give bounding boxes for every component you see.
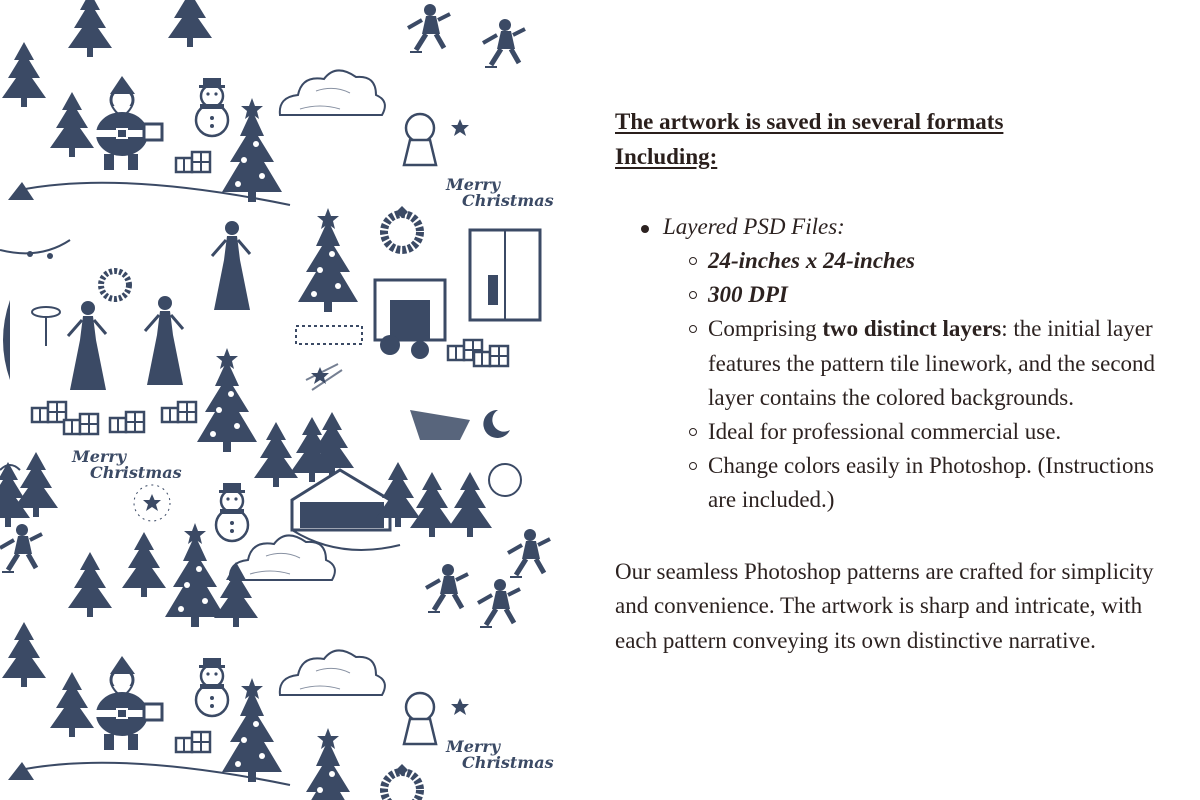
colors-item: Change colors easily in Photoshop. (Instructions are included.) xyxy=(708,449,1175,517)
svg-text:Merry: Merry xyxy=(446,175,501,194)
pattern-illustration xyxy=(0,0,554,800)
product-description xyxy=(615,104,1175,658)
heading-line-1: The artwork is saved in several formats xyxy=(615,109,1004,134)
size-item: 24-inches x 24-inches xyxy=(708,244,1175,278)
dpi-item: 300 DPI xyxy=(708,278,1175,312)
heading-line-2: Including: xyxy=(615,144,718,169)
svg-text:Christmas: Christmas xyxy=(462,753,554,772)
formats-list xyxy=(615,210,1175,518)
layers-suffix: : the initial layer features the pattern tile linework, and the second layer contains the colored backgrounds. xyxy=(708,316,1156,410)
commercial-item: Ideal for professional commercial use. xyxy=(708,415,1175,449)
christmas-toile-pattern xyxy=(0,0,554,800)
formats-heading xyxy=(615,104,1175,174)
description-paragraph: Our seamless Photoshop patterns are crafted for simplicity and convenience. The artwork is sharp and intricate, with each pattern conveying its own distinctive narrative. xyxy=(615,558,1154,653)
svg-text:Merry: Merry xyxy=(72,447,127,466)
psd-files-item xyxy=(615,210,1175,518)
svg-text:Christmas: Christmas xyxy=(90,463,182,482)
svg-text:Merry: Merry xyxy=(446,737,501,756)
psd-details-list xyxy=(663,244,1175,518)
psd-files-title: Layered PSD Files: xyxy=(663,214,845,239)
layers-item xyxy=(708,312,1175,415)
layers-prefix: Comprising xyxy=(708,316,823,342)
svg-text:Christmas: Christmas xyxy=(462,191,554,210)
layers-bold: two distinct layers xyxy=(822,316,1002,342)
